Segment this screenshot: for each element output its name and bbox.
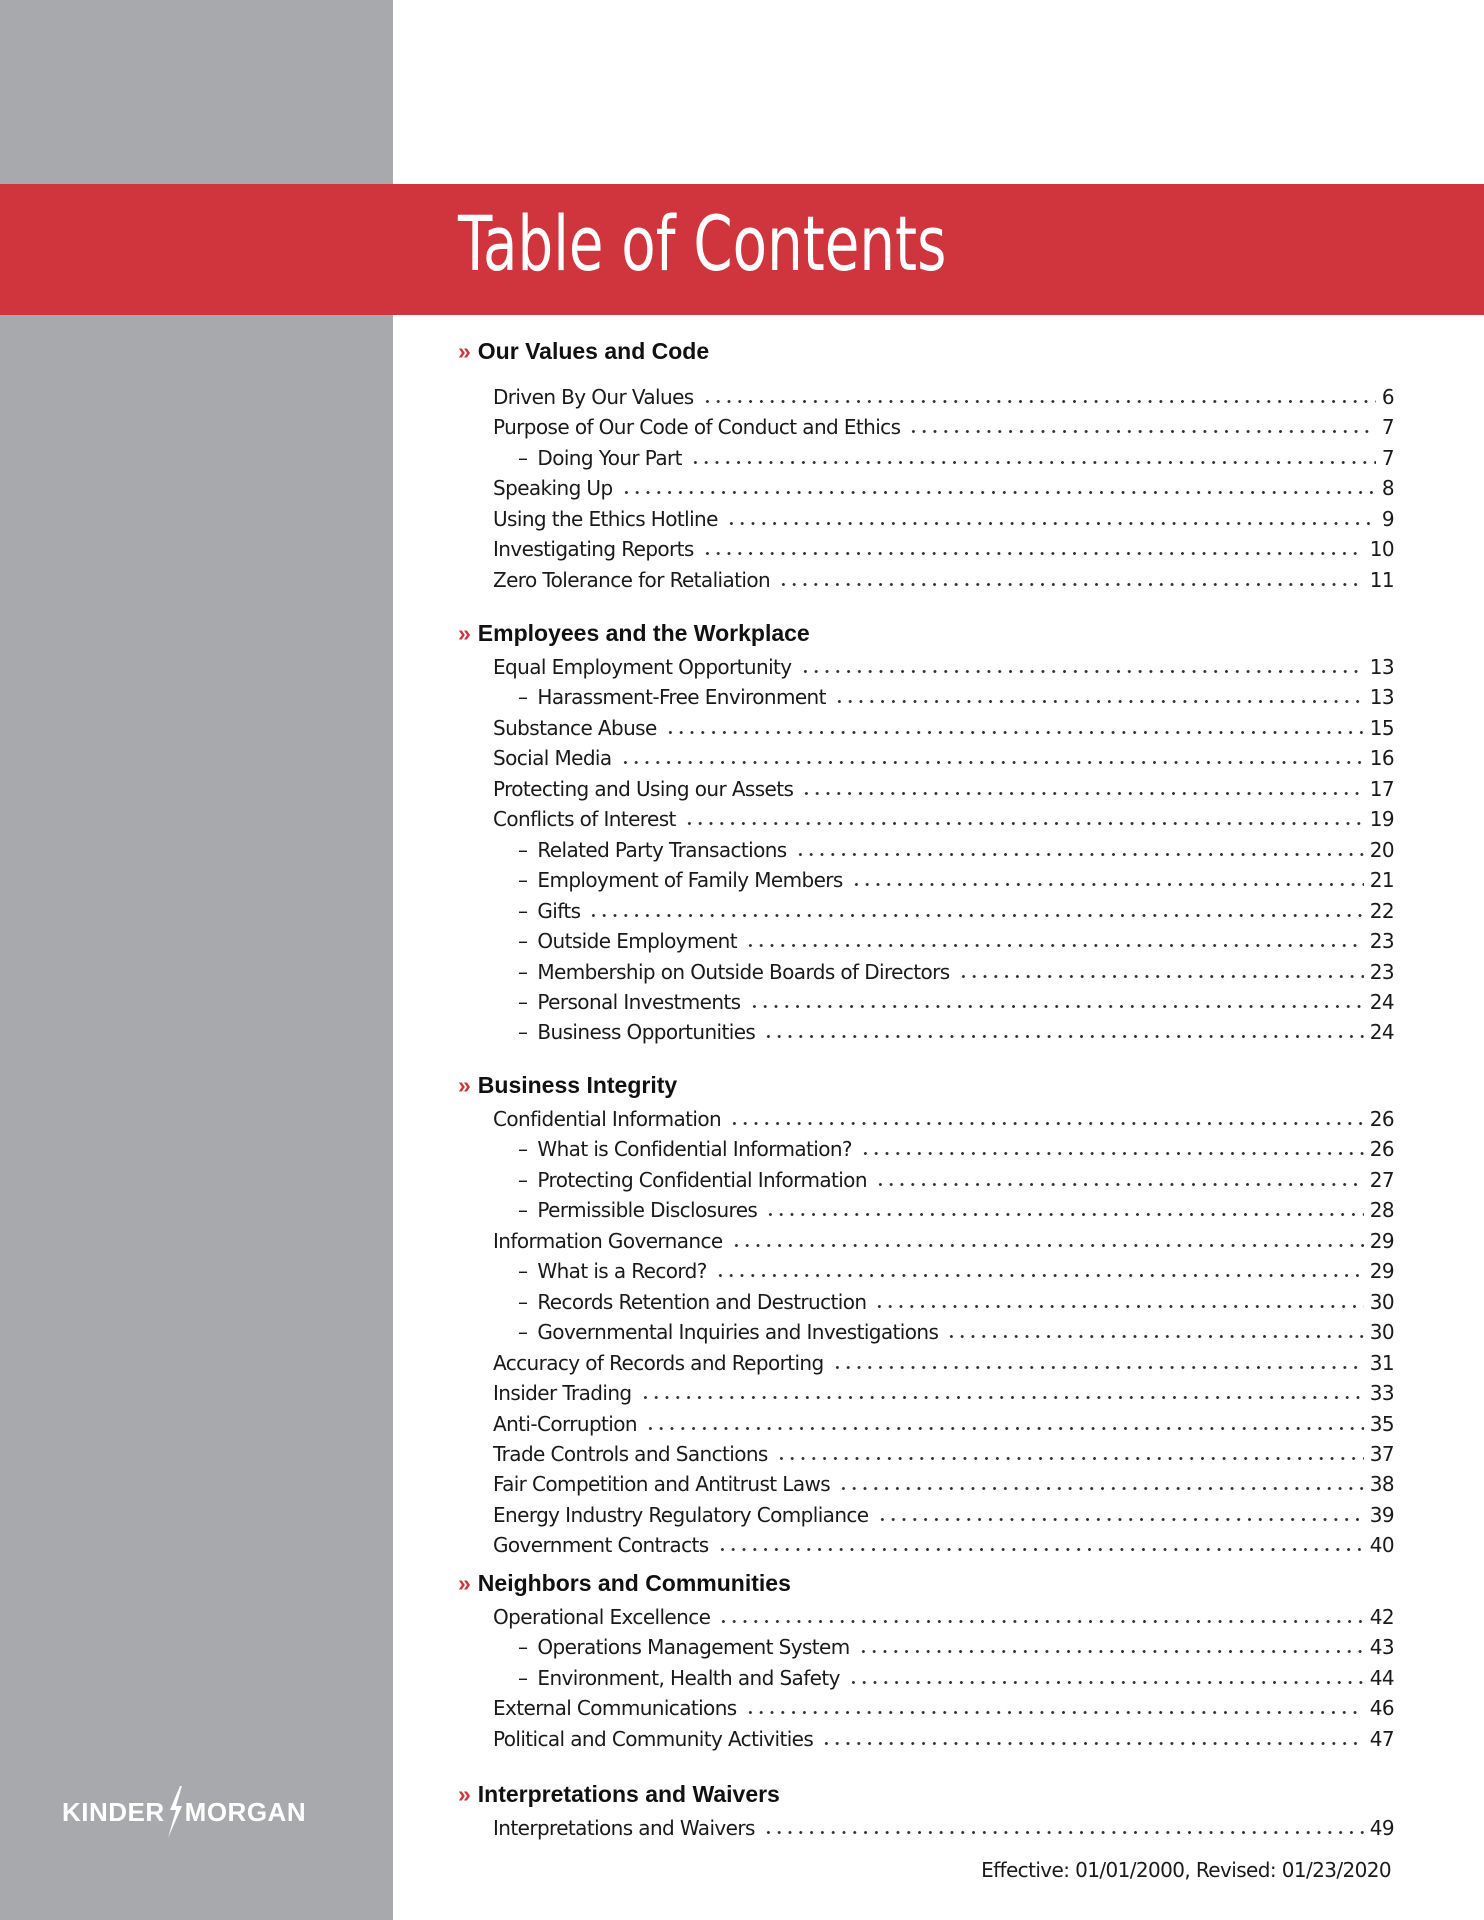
entry-label-wrap xyxy=(518,929,737,953)
dot-leader xyxy=(832,1366,1364,1369)
dot-leader xyxy=(702,552,1364,555)
toc-subentry[interactable] xyxy=(518,1629,1394,1659)
entry-label: Gifts xyxy=(537,899,581,923)
dot-leader xyxy=(821,1742,1364,1745)
entry-label-wrap xyxy=(493,537,694,561)
page-number: 15 xyxy=(1369,716,1394,740)
entry-label-wrap xyxy=(518,685,826,709)
dash-icon: – xyxy=(518,446,528,470)
section-title: Employees and the Workplace xyxy=(477,620,810,646)
dot-leader xyxy=(795,853,1364,856)
dot-leader xyxy=(640,1396,1364,1399)
page-number: 27 xyxy=(1369,1168,1394,1192)
section-heading[interactable] xyxy=(458,1570,791,1597)
dash-icon: – xyxy=(518,1290,528,1314)
toc-subentry[interactable] xyxy=(518,954,1394,984)
double-chevron-icon: » xyxy=(458,1072,471,1098)
dot-leader xyxy=(717,1548,1364,1551)
entry-label: Interpretations and Waivers xyxy=(493,1816,755,1840)
entry-label-wrap xyxy=(493,507,718,531)
entry-label-wrap xyxy=(493,655,792,679)
entry-label-wrap xyxy=(493,807,676,831)
toc-entry[interactable] xyxy=(493,771,1394,801)
entry-label: Fair Competition and Antitrust Laws xyxy=(493,1472,831,1496)
dot-leader xyxy=(858,1650,1364,1653)
entry-label-wrap xyxy=(493,1442,768,1466)
entry-label-wrap xyxy=(493,385,694,409)
toc-entry[interactable] xyxy=(493,470,1394,500)
entry-label: Permissible Disclosures xyxy=(537,1198,758,1222)
entry-label: Using the Ethics Hotline xyxy=(493,507,718,531)
entry-label-wrap xyxy=(518,1259,707,1283)
dot-leader xyxy=(800,670,1364,673)
toc-subentry[interactable] xyxy=(518,1131,1394,1161)
dot-leader xyxy=(702,400,1376,403)
entry-label-wrap xyxy=(493,568,770,592)
page-number: 7 xyxy=(1381,415,1394,439)
logo-word-left: KINDER xyxy=(62,1796,165,1827)
toc-entry[interactable] xyxy=(493,1690,1394,1720)
entry-label: Driven By Our Values xyxy=(493,385,694,409)
toc-subentry[interactable] xyxy=(518,893,1394,923)
dot-leader xyxy=(834,700,1364,703)
toc-subentry[interactable] xyxy=(518,1253,1394,1283)
page-number: 30 xyxy=(1369,1320,1394,1344)
entry-label-wrap xyxy=(493,1351,824,1375)
toc-subentry[interactable] xyxy=(518,923,1394,953)
dot-leader xyxy=(621,491,1376,494)
entry-label: Operations Management System xyxy=(537,1635,850,1659)
page-number: 9 xyxy=(1381,507,1394,531)
dash-icon: – xyxy=(518,1168,528,1192)
entry-label: Government Contracts xyxy=(493,1533,709,1557)
toc-subentry[interactable] xyxy=(518,862,1394,892)
entry-label: Doing Your Part xyxy=(537,446,682,470)
page-number: 16 xyxy=(1369,746,1394,770)
section-title: Interpretations and Waivers xyxy=(477,1781,780,1807)
toc-entry[interactable] xyxy=(493,1436,1394,1466)
entry-label: Zero Tolerance for Retaliation xyxy=(493,568,771,592)
toc-subentry[interactable] xyxy=(518,984,1394,1014)
page-number: 33 xyxy=(1369,1381,1394,1405)
dot-leader xyxy=(718,1620,1363,1623)
page-title: Table of Contents xyxy=(458,199,947,288)
entry-label: Protecting Confidential Information xyxy=(537,1168,867,1192)
dot-leader xyxy=(801,792,1363,795)
effective-date: Effective: 01/01/2000, Revised: 01/23/2020 xyxy=(981,1858,1391,1882)
entry-label: Speaking Up xyxy=(493,476,613,500)
toc-entry[interactable] xyxy=(493,1375,1394,1405)
double-chevron-icon: » xyxy=(458,338,471,364)
page-number: 28 xyxy=(1369,1198,1394,1222)
entry-label: Business Opportunities xyxy=(537,1020,756,1044)
toc-entry[interactable] xyxy=(493,740,1394,770)
dot-leader xyxy=(745,944,1364,947)
entry-label: Related Party Transactions xyxy=(537,838,787,862)
toc-entry[interactable] xyxy=(493,1406,1394,1436)
entry-label: Information Governance xyxy=(493,1229,723,1253)
toc-subentry[interactable] xyxy=(518,832,1394,862)
dot-leader xyxy=(588,914,1363,917)
entry-label: Equal Employment Opportunity xyxy=(493,655,792,679)
entry-label-wrap xyxy=(518,1020,755,1044)
double-chevron-icon: » xyxy=(458,620,471,646)
toc-entry[interactable] xyxy=(493,501,1394,531)
dash-icon: – xyxy=(518,929,528,953)
entry-label-wrap xyxy=(518,838,787,862)
page-number: 11 xyxy=(1369,568,1394,592)
dot-leader xyxy=(851,883,1364,886)
entry-label-wrap xyxy=(518,1168,867,1192)
dash-icon: – xyxy=(518,1020,528,1044)
entry-label-wrap xyxy=(518,1320,938,1344)
entry-label: External Communications xyxy=(493,1696,737,1720)
page-number: 13 xyxy=(1369,685,1394,709)
page-number: 39 xyxy=(1369,1503,1394,1527)
toc-entry[interactable] xyxy=(493,1497,1394,1527)
page-number: 10 xyxy=(1369,537,1394,561)
dot-leader xyxy=(684,822,1364,825)
dot-leader xyxy=(765,1213,1364,1216)
entry-label: Accuracy of Records and Reporting xyxy=(493,1351,824,1375)
entry-label-wrap xyxy=(518,446,682,470)
dash-icon: – xyxy=(518,990,528,1014)
dash-icon: – xyxy=(518,960,528,984)
dot-leader xyxy=(690,461,1376,464)
entry-label-wrap xyxy=(493,1412,637,1436)
toc-entry[interactable] xyxy=(493,1101,1394,1131)
dot-leader xyxy=(908,430,1375,433)
entry-label: Operational Excellence xyxy=(493,1605,711,1629)
entry-label-wrap xyxy=(493,777,793,801)
entry-label: Conflicts of Interest xyxy=(493,807,676,831)
entry-label: Trade Controls and Sanctions xyxy=(493,1442,768,1466)
entry-label-wrap xyxy=(518,899,580,923)
page-number: 31 xyxy=(1369,1351,1394,1375)
section-heading[interactable] xyxy=(458,620,810,647)
page-number: 17 xyxy=(1369,777,1394,801)
page-number: 6 xyxy=(1381,385,1394,409)
dot-leader xyxy=(729,1122,1364,1125)
entry-label-wrap xyxy=(518,1635,850,1659)
page-number: 47 xyxy=(1369,1727,1394,1751)
entry-label: Investigating Reports xyxy=(493,537,694,561)
page-number: 43 xyxy=(1369,1635,1394,1659)
dot-leader xyxy=(763,1831,1364,1834)
section-heading[interactable] xyxy=(458,1781,780,1808)
section-heading[interactable] xyxy=(458,1072,677,1099)
toc-entry[interactable] xyxy=(493,1721,1394,1751)
dot-leader xyxy=(946,1335,1363,1338)
page-number: 13 xyxy=(1369,655,1394,679)
dot-leader xyxy=(776,1457,1364,1460)
dot-leader xyxy=(958,975,1364,978)
entry-label-wrap xyxy=(518,1137,852,1161)
page-number: 21 xyxy=(1369,868,1394,892)
toc-subentry[interactable] xyxy=(518,679,1394,709)
page-number: 23 xyxy=(1369,960,1394,984)
page-number: 42 xyxy=(1369,1605,1394,1629)
entry-label-wrap xyxy=(493,716,657,740)
toc-entry[interactable] xyxy=(493,1527,1394,1557)
page-number: 40 xyxy=(1369,1533,1394,1557)
toc-entry[interactable] xyxy=(493,801,1394,831)
page-number: 26 xyxy=(1369,1137,1394,1161)
toc-subentry[interactable] xyxy=(518,1660,1394,1690)
dash-icon: – xyxy=(518,1259,528,1283)
entry-label: Protecting and Using our Assets xyxy=(493,777,794,801)
dot-leader xyxy=(848,1681,1364,1684)
entry-label-wrap xyxy=(493,1696,737,1720)
page-number: 44 xyxy=(1369,1666,1394,1690)
entry-label: Environment, Health and Safety xyxy=(537,1666,840,1690)
toc-entry[interactable] xyxy=(493,531,1394,561)
toc-subentry[interactable] xyxy=(518,1314,1394,1344)
entry-label: Confidential Information xyxy=(493,1107,722,1131)
dot-leader xyxy=(838,1487,1364,1490)
dash-icon: – xyxy=(518,868,528,892)
page-number: 49 xyxy=(1369,1816,1394,1840)
toc-entry[interactable] xyxy=(493,649,1394,679)
entry-label: Energy Industry Regulatory Compliance xyxy=(493,1503,869,1527)
dot-leader xyxy=(731,1244,1364,1247)
toc-entry[interactable] xyxy=(493,379,1394,409)
entry-label-wrap xyxy=(493,1605,710,1629)
dot-leader xyxy=(877,1518,1364,1521)
entry-label-wrap xyxy=(518,868,843,892)
entry-label-wrap xyxy=(493,1533,709,1557)
entry-label: Anti-Corruption xyxy=(493,1412,637,1436)
section-title: Our Values and Code xyxy=(477,338,710,364)
logo-word-right: MORGAN xyxy=(184,1796,307,1827)
dot-leader xyxy=(745,1711,1364,1714)
dash-icon: – xyxy=(518,899,528,923)
entry-label-wrap xyxy=(493,476,613,500)
toc-subentry[interactable] xyxy=(518,440,1394,470)
page-number: 26 xyxy=(1369,1107,1394,1131)
entry-label: Membership on Outside Boards of Directors xyxy=(537,960,950,984)
dot-leader xyxy=(860,1152,1364,1155)
dot-leader xyxy=(665,731,1364,734)
page-number: 38 xyxy=(1369,1472,1394,1496)
entry-label: Purpose of Our Code of Conduct and Ethics xyxy=(493,415,901,439)
entry-label-wrap xyxy=(493,1472,830,1496)
dot-leader xyxy=(778,583,1364,586)
dot-leader xyxy=(749,1005,1364,1008)
entry-label: Harassment-Free Environment xyxy=(537,685,826,709)
page-number: 22 xyxy=(1369,899,1394,923)
toc-entry[interactable] xyxy=(493,409,1394,439)
page-number: 19 xyxy=(1369,807,1394,831)
toc-entry[interactable] xyxy=(493,562,1394,592)
dash-icon: – xyxy=(518,838,528,862)
toc-entry[interactable] xyxy=(493,1466,1394,1496)
entry-label-wrap xyxy=(518,1290,866,1314)
entry-label-wrap xyxy=(493,1229,723,1253)
entry-label-wrap xyxy=(493,1727,813,1751)
page-number: 46 xyxy=(1369,1696,1394,1720)
dash-icon: – xyxy=(518,1320,528,1344)
page-number: 37 xyxy=(1369,1442,1394,1466)
dash-icon: – xyxy=(518,1198,528,1222)
toc-subentry[interactable] xyxy=(518,1162,1394,1192)
entry-label-wrap xyxy=(518,1666,840,1690)
entry-label-wrap xyxy=(493,1503,869,1527)
entry-label: Records Retention and Destruction xyxy=(537,1290,867,1314)
entry-label: Insider Trading xyxy=(493,1381,632,1405)
entry-label: Employment of Family Members xyxy=(537,868,843,892)
dash-icon: – xyxy=(518,685,528,709)
dot-leader xyxy=(726,522,1376,525)
double-chevron-icon: » xyxy=(458,1781,471,1807)
toc-entry[interactable] xyxy=(493,1599,1394,1629)
section-heading[interactable] xyxy=(458,338,709,365)
entry-label: Substance Abuse xyxy=(493,716,657,740)
page-number: 20 xyxy=(1369,838,1394,862)
page-number: 24 xyxy=(1369,990,1394,1014)
entry-label-wrap xyxy=(493,1381,632,1405)
entry-label: Outside Employment xyxy=(537,929,737,953)
dash-icon: – xyxy=(518,1635,528,1659)
toc-entry[interactable] xyxy=(493,1810,1394,1840)
entry-label: Social Media xyxy=(493,746,612,770)
entry-label-wrap xyxy=(493,1816,755,1840)
section-title: Business Integrity xyxy=(477,1072,678,1098)
dash-icon: – xyxy=(518,1666,528,1690)
page-number: 24 xyxy=(1369,1020,1394,1044)
entry-label: What is a Record? xyxy=(537,1259,707,1283)
page-number: 7 xyxy=(1381,446,1394,470)
page-number: 35 xyxy=(1369,1412,1394,1436)
entry-label-wrap xyxy=(493,1107,721,1131)
page-number: 23 xyxy=(1369,929,1394,953)
double-chevron-icon: » xyxy=(458,1570,471,1596)
entry-label-wrap xyxy=(518,960,950,984)
page-number: 30 xyxy=(1369,1290,1394,1314)
entry-label: Personal Investments xyxy=(537,990,741,1014)
dot-leader xyxy=(645,1427,1364,1430)
page-number: 8 xyxy=(1381,476,1394,500)
toc-entry[interactable] xyxy=(493,1223,1394,1253)
toc-subentry[interactable] xyxy=(518,1192,1394,1222)
toc-entry[interactable] xyxy=(493,710,1394,740)
entry-label-wrap xyxy=(518,1198,757,1222)
dot-leader xyxy=(715,1274,1364,1277)
dash-icon: – xyxy=(518,1137,528,1161)
entry-label: Political and Community Activities xyxy=(493,1727,814,1751)
page-number: 29 xyxy=(1369,1259,1394,1283)
toc-subentry[interactable] xyxy=(518,1284,1394,1314)
entry-label-wrap xyxy=(493,415,900,439)
toc-entry[interactable] xyxy=(493,1345,1394,1375)
entry-label-wrap xyxy=(493,746,612,770)
entry-label: Governmental Inquiries and Investigations xyxy=(537,1320,939,1344)
dot-leader xyxy=(620,761,1364,764)
dot-leader xyxy=(874,1305,1363,1308)
dot-leader xyxy=(763,1035,1364,1038)
entry-label-wrap xyxy=(518,990,741,1014)
page-number: 29 xyxy=(1369,1229,1394,1253)
dot-leader xyxy=(875,1183,1364,1186)
toc-subentry[interactable] xyxy=(518,1014,1394,1044)
entry-label: What is Confidential Information? xyxy=(537,1137,852,1161)
section-title: Neighbors and Communities xyxy=(477,1570,791,1596)
